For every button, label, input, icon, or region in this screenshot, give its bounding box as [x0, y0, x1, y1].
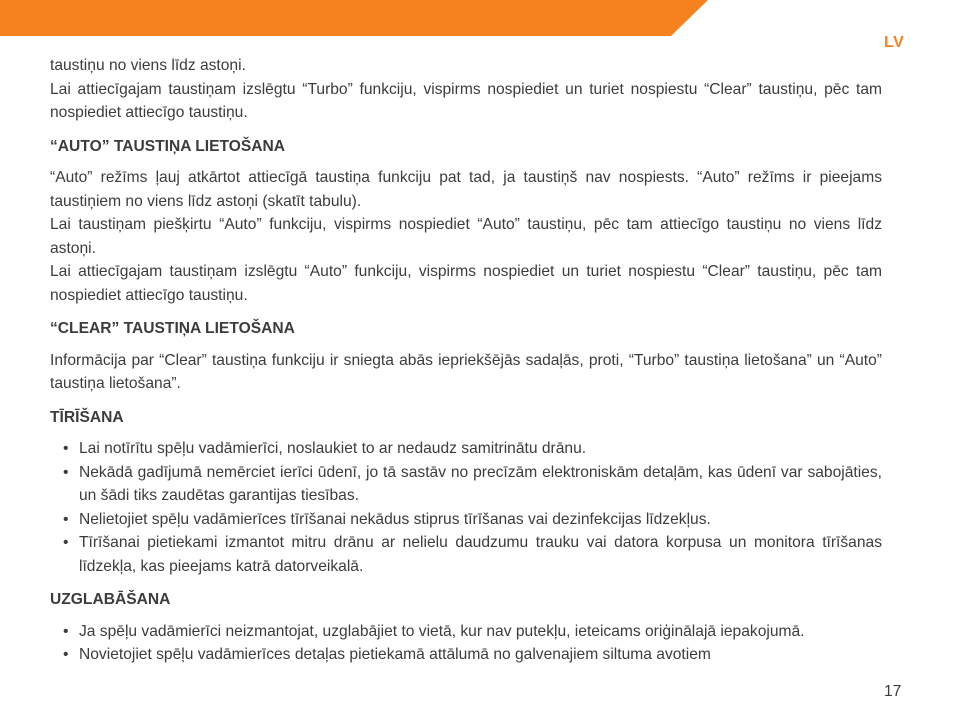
paragraph: Informācija par “Clear” taustiņa funkciju ir sniegta abās iepriekšējās sadaļās, proti, “Turbo” taustiņa lietošana” un “Auto” taustiņa lietošana”.: [50, 351, 882, 392]
section-heading-auto: “AUTO” TAUSTIŅA LIETOŠANA: [50, 137, 286, 155]
bullet: •: [63, 463, 69, 481]
bullet: •: [63, 646, 69, 663]
paragraph: “Auto” režīms ļauj atkārtot attiecīgā taustiņa funkciju pat tad, ja taustiņš nav nospiests. “Auto” režīms ir pieejams taustiņiem no viens līdz astoņi (skatīt tabulu).: [50, 169, 882, 210]
bullet: •: [63, 534, 69, 551]
list-item: • Nelietojiet spēļu vadāmierīces tīrīšanai nekādus stiprus tīrīšanas vai dezinfekcijas līdzekļus.: [50, 508, 882, 532]
list-item: • Novietojiet spēļu vadāmierīces detaļas pietiekamā attālumā no galvenajiem siltuma avotiem: [50, 643, 882, 667]
section-heading-storage: UZGLABĀŠANA: [50, 591, 171, 608]
bullet: •: [63, 622, 69, 640]
document-body: [50, 54, 882, 667]
paragraph: Lai attiecīgajam taustiņam izslēgtu “Turbo” funkciju, vispirms nospiediet un turiet nospiestu “Clear” taustiņu, pēc tam nospiediet attiecīgo taustiņu.: [50, 80, 882, 121]
page-number: 17: [884, 683, 902, 700]
list-item: • Lai notīrītu spēļu vadāmierīci, noslaukiet to ar nedaudz samitrinātu drānu.: [50, 437, 882, 461]
list-item: • Nekādā gadījumā nemērciet ierīci ūdenī, jo tā sastāv no precīzām elektroniskām detaļām, kas ūdenī var sabojāties, un šādi tiks zaudētas garantijas tiesības.: [50, 461, 882, 508]
bullet: •: [63, 510, 69, 528]
cleaning-list: [50, 437, 882, 578]
bullet: •: [63, 440, 69, 457]
orange-header-banner: [0, 0, 954, 36]
list-item: • Ja spēļu vadāmierīci neizmantojat, uzglabājiet to vietā, kur nav putekļu, ieteicams oriģinālajā iepakojumā.: [50, 620, 882, 644]
section-heading-cleaning: TĪRĪŠANA: [50, 408, 124, 426]
storage-list: [50, 620, 882, 667]
language-code: LV: [884, 34, 905, 51]
section-heading-clear: “CLEAR” TAUSTIŅA LIETOŠANA: [50, 320, 295, 337]
paragraph: taustiņu no viens līdz astoņi.: [50, 57, 246, 74]
paragraph: Lai attiecīgajam taustiņam izslēgtu “Auto” funkciju, vispirms nospiediet un turiet nospiestu “Clear” taustiņu, pēc tam nospiediet attiecīgo taustiņu.: [50, 263, 882, 304]
paragraph: Lai taustiņam piešķirtu “Auto” funkciju, vispirms nospiediet “Auto” taustiņu, pēc tam attiecīgo taustiņu no viens līdz astoņi.: [50, 216, 882, 257]
list-item: • Tīrīšanai pietiekami izmantot mitru drānu ar nelielu daudzumu trauku vai datora korpusa un monitora tīrīšanas līdzekļa, kas pieejams katrā datorveikalā.: [50, 531, 882, 578]
